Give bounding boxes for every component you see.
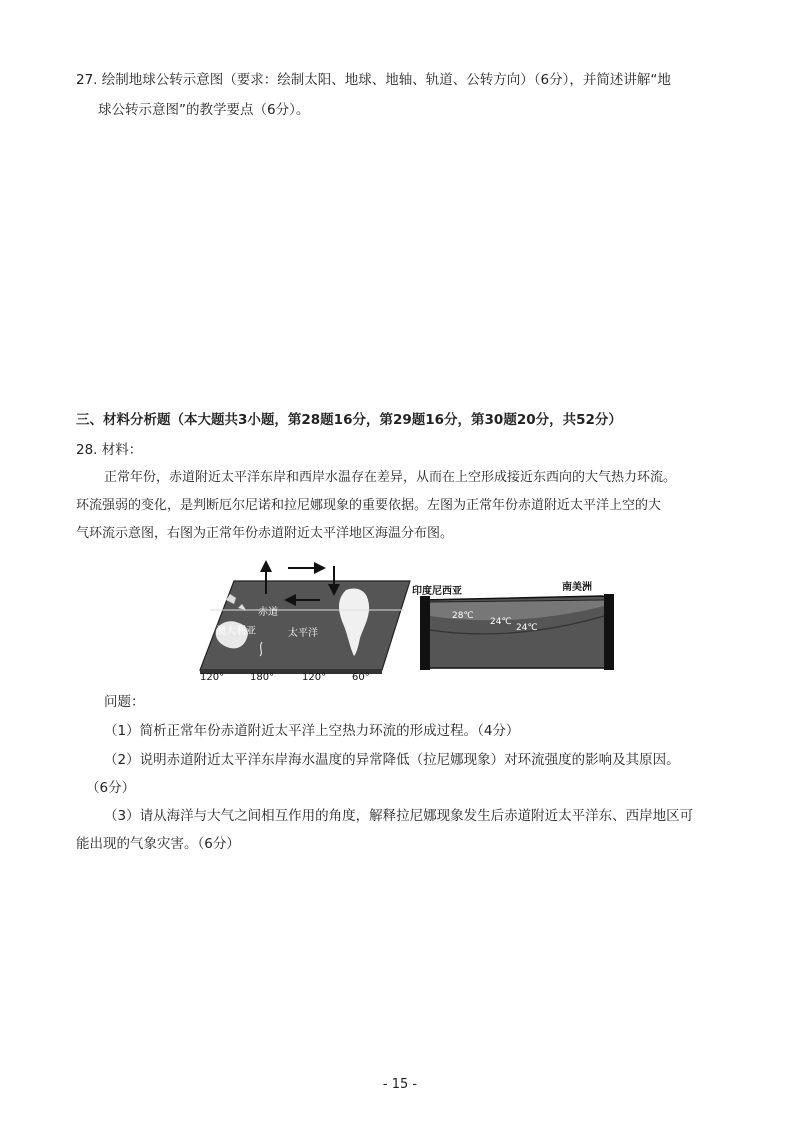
page-number: - 15 - [382,1077,418,1092]
east-coast-wall [604,594,614,670]
temp-label-2: 24℃ [490,617,512,627]
circulation-figure [196,560,414,682]
q28-label: 28. 材料： [76,442,143,458]
q27-line-2: 球公转示意图”的教学要点（6分）。 [98,102,310,118]
questions-label: 问题： [104,694,145,710]
q28-material-line-2: 环流强弱的变化，是判断厄尔尼诺和拉尼娜现象的重要依据。左图为正常年份赤道附近太平洋上空的大 [76,498,662,513]
tick-label-3: 120° [302,672,327,682]
q27-line-1: 27. 绘制地球公转示意图（要求：绘制太阳、地球、地轴、轨道、公转方向）（6分），并简述讲解“地 [76,72,671,88]
temp-label-3: 24℃ [516,623,538,633]
tick-label-4: 60° [352,672,370,682]
equator-label: 赤道 [258,607,278,618]
sea-temperature-figure [412,572,622,672]
pacific-label: 太平洋 [288,628,318,639]
q28-material-line-3: 气环流示意图，右图为正常年份赤道附近太平洋地区海温分布图。 [76,526,454,541]
tick-label-1: 120° [200,672,225,682]
question-3-line-1: （3）请从海洋与大气之间相互作用的角度，解释拉尼娜现象发生后赤道附近太平洋东、西岸地区可 [104,808,694,824]
south-america-label: 南美洲 [562,582,592,593]
question-2-line-1: （2）说明赤道附近太平洋东岸海水温度的异常降低（拉尼娜现象）对环流强度的影响及其原因。 [104,752,680,768]
west-coast-wall [420,596,430,670]
tick-label-2: 180° [250,672,275,682]
question-3-line-2: 能出现的气象灾害。（6分） [76,836,240,852]
section3-heading: 三、材料分析题（本大题共3小题，第28题16分，第29题16分，第30题20分，共52分） [76,412,622,428]
question-1: （1）简析正常年份赤道附近太平洋上空热力环流的形成过程。（4分） [104,723,520,739]
q28-material-line-1: 正常年份，赤道附近太平洋东岸和西岸水温存在差异，从而在上空形成接近东西向的大气热力环流。 [104,470,677,485]
australia-label: 澳大利亚 [216,626,256,637]
temp-label-1: 28℃ [452,611,474,621]
indonesia-label: 印度尼西亚 [412,586,462,597]
question-2-line-2: （6分） [86,780,136,796]
